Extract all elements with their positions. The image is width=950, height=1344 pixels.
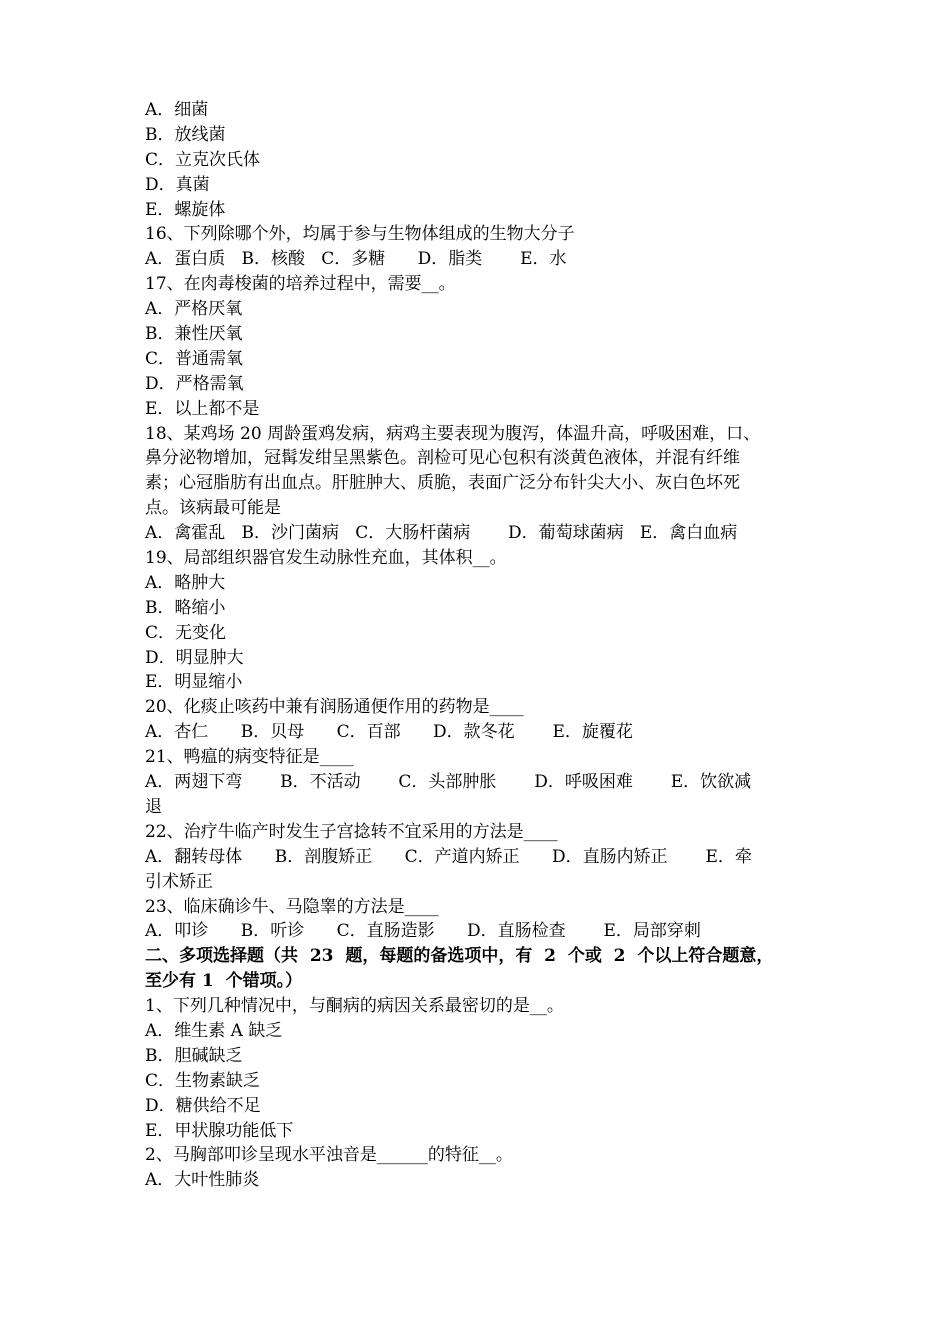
text-line: A．严格厌氧 (145, 299, 243, 320)
text-line: 19、局部组织器官发生动脉性充血，其体积__。 (145, 548, 507, 569)
section-heading-line: 至少有 1 个错项。） (145, 971, 303, 992)
text-line: A．杏仁 B．贝母 C．百部 D．款冬花 E．旋覆花 (145, 722, 633, 743)
text-line: 18、某鸡场 20 周龄蛋鸡发病，病鸡主要表现为腹泻，体温升高，呼吸困难，口、 (145, 423, 761, 444)
text-line: 17、在肉毒梭菌的培养过程中，需要__。 (145, 274, 456, 295)
text-line: D．明显肿大 (145, 647, 244, 668)
text-line: 引术矫正 (145, 871, 213, 892)
text-line: D．真菌 (145, 174, 210, 195)
text-line: A．两翅下弯 B．不活动 C．头部肿胀 D．呼吸困难 E．饮欲减 (145, 772, 752, 793)
text-line: 23、临床确诊牛、马隐睾的方法是____ (145, 896, 439, 917)
text-line: A．叩诊 B．听诊 C．直肠造影 D．直肠检查 E．局部穿刺 (145, 921, 701, 942)
text-line: B．兼性厌氧 (145, 324, 243, 345)
text-line: E．明显缩小 (145, 672, 243, 693)
text-line: A．翻转母体 B．剖腹矫正 C．产道内矫正 D．直肠内矫正 E．牵 (145, 846, 752, 867)
text-line: 退 (145, 796, 162, 817)
text-line: E．以上都不是 (145, 398, 260, 419)
text-line: D．严格需氧 (145, 373, 244, 394)
text-line: 点。该病最可能是 (145, 498, 281, 519)
text-line: C．普通需氧 (145, 348, 244, 369)
text-line: B．略缩小 (145, 597, 226, 618)
text-line: C．立克次氏体 (145, 149, 261, 170)
text-line: 20、化痰止咳药中兼有润肠通便作用的药物是____ (145, 697, 524, 718)
text-line: 素；心冠脂肪有出血点。肝脏肿大、质脆，表面广泛分布针尖大小、灰白色坏死 (145, 473, 740, 494)
text-line: D．糖供给不足 (145, 1095, 261, 1116)
text-line: E．螺旋体 (145, 199, 226, 220)
text-line: 2、马胸部叩诊呈现水平浊音是______的特征__。 (145, 1145, 513, 1166)
text-line: A．大叶性肺炎 (145, 1170, 260, 1191)
document-page (145, 98, 825, 1193)
text-line: 1、下列几种情况中，与酮病的病因关系最密切的是__。 (145, 996, 564, 1017)
text-line: A．略肿大 (145, 572, 226, 593)
text-line: 21、鸭瘟的病变特征是____ (145, 747, 354, 768)
text-line: E．甲状腺功能低下 (145, 1120, 294, 1141)
text-line: A．禽霍乱 B．沙门菌病 C．大肠杆菌病 D．葡萄球菌病 E．禽白血病 (145, 523, 738, 544)
text-line: A．维生素 A 缺乏 (145, 1020, 283, 1041)
text-line: A．细菌 (145, 100, 209, 120)
text-line: C．无变化 (145, 622, 227, 643)
section-heading-line: 二、多项选择题（共 23 题，每题的备选项中，有 2 个或 2 个以上符合题意， (145, 946, 774, 967)
text-line: B．胆碱缺乏 (145, 1045, 243, 1066)
text-line: C．生物素缺乏 (145, 1070, 261, 1091)
text-line: 22、治疗牛临产时发生子宫捻转不宜采用的方法是____ (145, 821, 558, 842)
text-line: 鼻分泌物增加，冠髯发绀呈黑紫色。剖检可见心包积有淡黄色液体，并混有纤维 (145, 448, 740, 469)
text-line: B．放线菌 (145, 124, 226, 145)
text-line: A．蛋白质 B．核酸 C．多糖 D．脂类 E．水 (145, 249, 567, 270)
text-line: 16、下列除哪个外，均属于参与生物体组成的生物大分子 (145, 224, 575, 245)
